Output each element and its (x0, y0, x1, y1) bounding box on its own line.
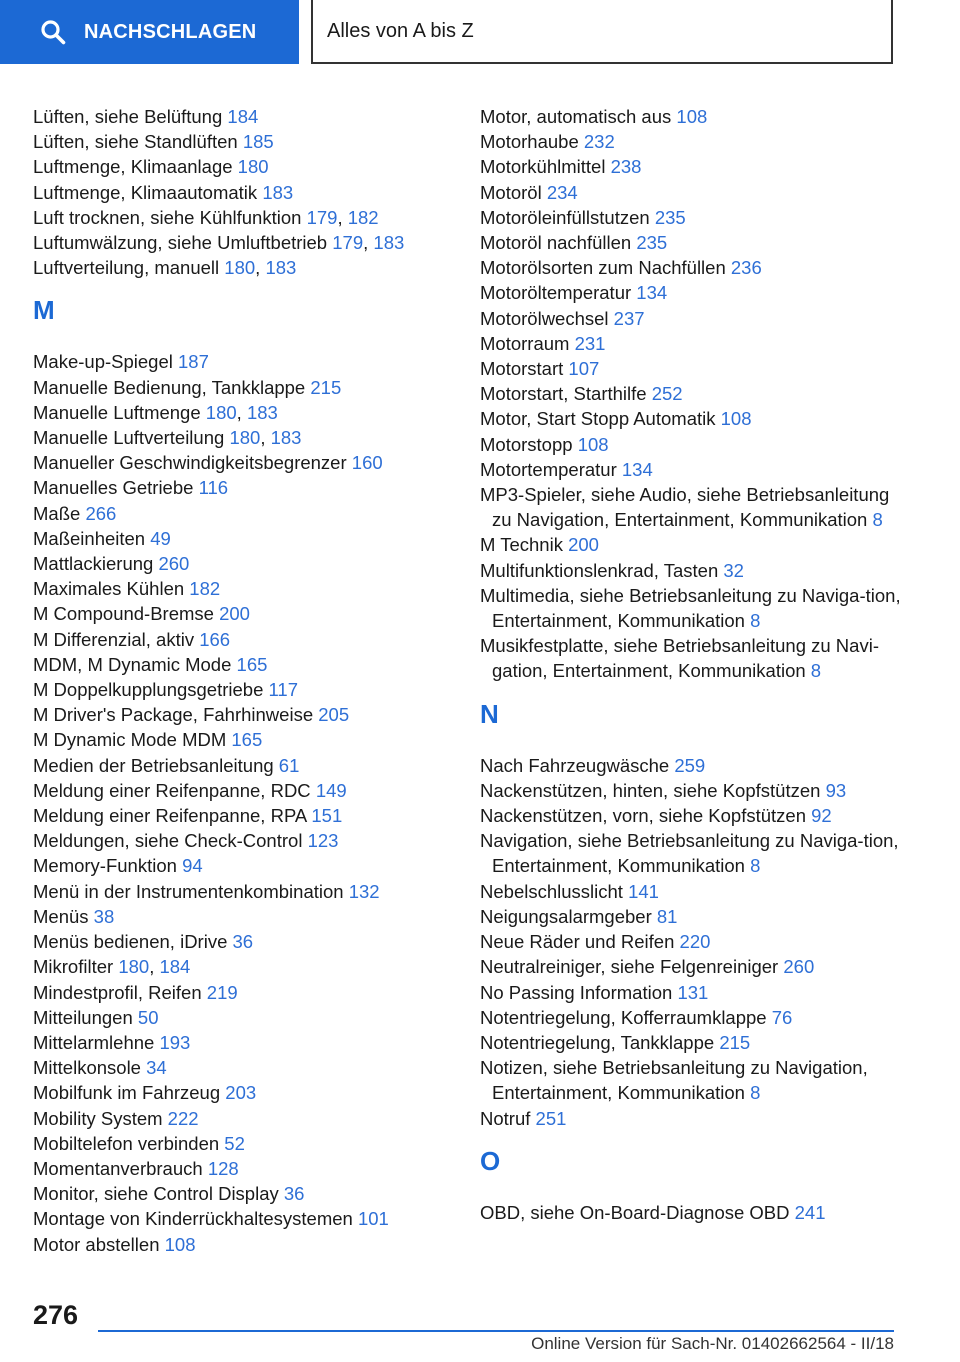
index-entry-text: Meldungen, siehe Check-Control (33, 830, 303, 852)
page-reference-link[interactable]: 232 (583, 131, 615, 153)
page-reference-link[interactable]: 251 (535, 1107, 567, 1129)
index-entry-text: Notentriegelung, Kofferraumklappe (480, 1006, 767, 1028)
index-entry-text: Lüften, siehe Belüftung (33, 106, 223, 127)
index-entry (33, 904, 453, 929)
index-entry-text: Motortemperatur (480, 458, 617, 480)
index-entry-text: Luftmenge, Klimaautomatik (33, 181, 258, 203)
index-entry-text: Manuelle Luftverteilung (33, 427, 225, 449)
index-entry-text: Luftverteilung, manuell (33, 257, 220, 279)
page-reference-link[interactable]: 36 (232, 931, 254, 953)
index-entry-text: Mobilfunk im Fahrzeug (33, 1082, 221, 1104)
index-entry (480, 980, 910, 1005)
page-reference-link[interactable]: 205 (318, 704, 350, 726)
index-entry (33, 154, 453, 179)
page-reference-link[interactable]: 50 (137, 1006, 159, 1028)
index-entry (33, 475, 453, 500)
index-entry (480, 1106, 910, 1131)
index-entry (33, 129, 453, 154)
page-reference-link[interactable]: 131 (677, 981, 709, 1003)
page-reference-link[interactable]: 8 (750, 610, 761, 632)
index-entry (33, 349, 453, 374)
page-reference-link[interactable]: 184 (159, 956, 191, 978)
page-reference-link[interactable]: 141 (628, 880, 659, 902)
page-reference-link[interactable]: 92 (811, 805, 832, 827)
index-entry-text: Multimedia, siehe Betriebsanleitung zu Naviga‐tion, Entertainment, Kommunikation (480, 584, 901, 632)
index-entry-text: Motor, Start Stopp Automatik (480, 408, 716, 430)
index-section-letter: M (33, 295, 55, 326)
index-entry (33, 551, 453, 576)
index-entry-text: Mobility System (33, 1107, 163, 1129)
page-title: Alles von A bis Z (327, 19, 474, 42)
tab-nachschlagen[interactable] (0, 0, 299, 64)
index-entry (480, 381, 910, 406)
page-reference-link[interactable]: 8 (750, 855, 761, 877)
tab-nachschlagen-label: NACHSCHLAGEN (84, 20, 257, 43)
page-reference-link[interactable]: 187 (178, 351, 209, 373)
index-entry-text: Mikrofilter (33, 956, 114, 978)
index-entry (33, 980, 453, 1005)
page-reference-link[interactable]: 123 (307, 830, 339, 852)
index-entry (33, 1206, 453, 1231)
page-reference-link[interactable]: 183 (262, 181, 294, 203)
index-entry (480, 406, 910, 431)
page-reference-link[interactable]: 149 (315, 779, 347, 801)
index-entry: Luftverteilung, manuell 180, 183 (33, 257, 297, 279)
page-reference-link[interactable]: 215 (310, 376, 342, 398)
index-entry (33, 104, 453, 129)
page-reference-link[interactable]: 165 (231, 729, 263, 751)
page-reference-link[interactable]: 220 (679, 931, 711, 953)
index-entry (480, 154, 910, 179)
index-entry-text: Motorraum (480, 332, 570, 354)
index-entry-text: Navigation, siehe Betriebsanleitung zu Naviga‐tion, Entertainment, Kommunikation (480, 830, 899, 877)
index-entry (480, 778, 910, 803)
page-reference-link[interactable]: 52 (224, 1132, 245, 1154)
index-entry: Manuelle Luftverteilung 180, 183 (33, 427, 302, 449)
index-entry (480, 129, 910, 154)
index-entry-text: Make-up-Spiegel (33, 351, 173, 373)
index-entry-text: Neutralreiniger, siehe Felgenreiniger (480, 956, 779, 978)
index-entry-text: Multifunktionslenkrad, Tasten (480, 559, 719, 581)
index-entry (480, 432, 910, 457)
index-entry (480, 255, 910, 280)
index-entry: Luftumwälzung, siehe Umluftbetrieb 179, 183 (33, 232, 405, 254)
page-reference-link[interactable]: 165 (236, 653, 268, 675)
index-entry-text: Meldung einer Reifenpanne, RDC (33, 779, 311, 801)
page-reference-link[interactable]: 180 (229, 427, 261, 449)
index-entry-text: Maßeinheiten (33, 527, 146, 549)
index-entry-text: Neue Räder und Reifen (480, 931, 675, 953)
index-entry (480, 904, 910, 929)
page-reference-link[interactable]: 193 (159, 1031, 191, 1053)
page-reference-link[interactable]: 179 (306, 206, 338, 228)
search-icon (40, 19, 66, 45)
index-entry (33, 753, 453, 778)
page-reference-link[interactable]: 259 (674, 754, 706, 776)
page-reference-link[interactable]: 215 (719, 1031, 751, 1053)
page-reference-link[interactable]: 160 (351, 452, 383, 474)
index-column-left (33, 104, 453, 1257)
index-entry (33, 501, 453, 526)
page-reference-link[interactable]: 185 (242, 131, 274, 153)
index-entry-text: Manueller Geschwindigkeitsbegrenzer (33, 452, 347, 474)
index-entry-text: Maximales Kühlen (33, 578, 185, 600)
index-entry-text: Mittelkonsole (33, 1057, 141, 1079)
index-entry (480, 104, 910, 129)
index-entry-text: Motorkühlmittel (480, 156, 606, 178)
index-entry-text: M Compound-Bremse (33, 603, 214, 625)
index-entry-text: MDM, M Dynamic Mode (33, 653, 232, 675)
page-reference-link[interactable]: 107 (568, 358, 600, 380)
tab-alles-von-a-bis-z[interactable] (311, 0, 893, 64)
page-reference-link[interactable]: 219 (206, 981, 238, 1003)
index-entry (480, 1055, 910, 1105)
index-entry (33, 1030, 453, 1055)
index-entry (480, 929, 910, 954)
index-entry (480, 356, 910, 381)
index-entry-text: Manuelle Luftmenge (33, 401, 201, 423)
index-entry-text: Manuelles Getriebe (33, 477, 194, 499)
index-entry-text: Motor, automatisch aus (480, 106, 672, 127)
index-entry-text: Motoröltemperatur (480, 282, 632, 304)
page-reference-link[interactable]: 237 (613, 307, 645, 329)
index-entry (33, 627, 453, 652)
page-reference-link[interactable]: 234 (546, 181, 578, 203)
index-entry (480, 482, 910, 532)
page-reference-link[interactable]: 128 (207, 1157, 239, 1179)
index-entry: Manuelle Luftmenge 180, 183 (33, 401, 278, 423)
index-entry (480, 558, 910, 583)
index-entry-text: Musikfestplatte, siehe Betriebsanleitung zu Navi‐gation, Entertainment, Kommunikation (480, 635, 879, 682)
index-entry (33, 526, 453, 551)
index-entry-text: Motoröl nachfüllen (480, 232, 632, 254)
page-reference-link[interactable]: 166 (199, 628, 231, 650)
index-section-letter: O (480, 1145, 501, 1176)
page-reference-link[interactable]: 241 (794, 1201, 826, 1223)
page-reference-link[interactable]: 81 (656, 905, 678, 927)
page-reference-link[interactable]: 134 (636, 282, 668, 304)
index-entry (33, 1005, 453, 1030)
page-reference-link[interactable]: 180 (224, 257, 256, 279)
index-entry (33, 1156, 453, 1181)
page-reference-link[interactable]: 76 (771, 1006, 793, 1028)
page-reference-link[interactable]: 134 (621, 458, 653, 480)
index-entry-text: M Differenzial, aktiv (33, 628, 195, 650)
index-entry (33, 677, 453, 702)
index-entry (480, 205, 910, 230)
page-reference-link[interactable]: 132 (348, 880, 380, 902)
index-entry-text: Motorölwechsel (480, 307, 609, 329)
page-reference-link[interactable]: 108 (720, 408, 752, 430)
page-reference-link[interactable]: 238 (610, 156, 642, 178)
index-entry (33, 576, 453, 601)
index-entry (33, 450, 453, 475)
index-entry-text: Monitor, siehe Control Display (33, 1183, 279, 1205)
index-entry (480, 1005, 910, 1030)
page-reference-link[interactable]: 49 (150, 527, 171, 549)
index-entry (33, 828, 453, 853)
page-reference-link[interactable]: 180 (205, 401, 237, 423)
index-entry-text: Motor abstellen (33, 1233, 160, 1255)
index-entry-text: Luftumwälzung, siehe Umluftbetrieb (33, 232, 328, 254)
page-number: 276 (33, 1300, 79, 1330)
index-entry (33, 1106, 453, 1131)
page-reference-link[interactable]: 183 (373, 232, 405, 254)
index-entry-text: Luft trocknen, siehe Kühlfunktion (33, 206, 302, 228)
index-entry-text: Motorstopp (480, 433, 573, 455)
index-entry-text: Meldung einer Reifenpanne, RPA (33, 805, 307, 827)
page-reference-link[interactable]: 266 (85, 502, 117, 524)
index-entry (33, 853, 453, 878)
index-entry (480, 828, 910, 878)
footer-divider (98, 1330, 894, 1332)
index-entry-text: M Driver's Package, Fahrhinweise (33, 704, 314, 726)
index-entry (33, 727, 453, 752)
page-reference-link[interactable]: 200 (219, 603, 250, 625)
page-reference-link[interactable]: 180 (237, 156, 269, 178)
page-reference-link[interactable]: 32 (723, 559, 744, 581)
page-reference-link[interactable]: 182 (347, 206, 379, 228)
index-entry (480, 280, 910, 305)
index-entry (33, 180, 453, 205)
index-entry (480, 1200, 910, 1225)
page-reference-link[interactable]: 38 (93, 905, 115, 927)
index-entry (33, 601, 453, 626)
index-entry-text: Nach Fahrzeugwäsche (480, 754, 670, 776)
page-reference-link[interactable]: 183 (270, 427, 302, 449)
index-entry-text: Mobiltelefon verbinden (33, 1132, 220, 1154)
index-entry (480, 879, 910, 904)
index-entry-text: Motoröl (480, 181, 542, 203)
index-entry (33, 879, 453, 904)
index-entry (33, 929, 453, 954)
index-entry: Mikrofilter 180, 184 (33, 956, 191, 978)
index-entry-text: Mindestprofil, Reifen (33, 981, 202, 1003)
page-reference-link[interactable]: 236 (730, 257, 762, 279)
index-entry-text: M Doppelkupplungsgetriebe (33, 679, 264, 701)
page-reference-link[interactable]: 34 (146, 1057, 167, 1079)
index-entry-text: Notizen, siehe Betriebsanleitung zu Navigation, Entertainment, Kommunikation (480, 1057, 868, 1104)
page-header (0, 0, 960, 66)
index-entry (480, 583, 910, 633)
page-reference-link[interactable]: 117 (268, 679, 299, 701)
page-reference-link[interactable]: 8 (810, 660, 822, 682)
index-entry-text: Menüs bedienen, iDrive (33, 931, 228, 953)
page-reference-link[interactable]: 203 (225, 1082, 257, 1104)
index-entry: Luft trocknen, siehe Kühlfunktion 179, 182 (33, 206, 379, 228)
index-entry-text: No Passing Information (480, 981, 673, 1003)
index-entry (480, 633, 910, 683)
page-reference-link[interactable]: 8 (872, 509, 883, 531)
page-reference-link[interactable]: 184 (227, 106, 259, 127)
index-entry-text: Menüs (33, 905, 89, 927)
index-entry-text: Motorölsorten zum Nachfüllen (480, 257, 726, 279)
index-entry (480, 457, 910, 482)
page-reference-link[interactable]: 252 (651, 383, 683, 405)
page-reference-link[interactable]: 8 (750, 1082, 761, 1104)
index-entry-text: Nebelschlusslicht (480, 880, 623, 902)
index-entry-text: Maße (33, 502, 81, 524)
index-entry-text: Nackenstützen, hinten, siehe Kopfstützen (480, 779, 821, 801)
index-section-letter: N (480, 698, 499, 729)
index-entry (480, 306, 910, 331)
page-reference-link[interactable]: 183 (265, 257, 297, 279)
page-reference-link[interactable]: 180 (118, 956, 150, 978)
index-entry (480, 180, 910, 205)
index-entry-text: Nackenstützen, vorn, siehe Kopfstützen (480, 805, 806, 827)
page-reference-link[interactable]: 222 (167, 1107, 199, 1129)
index-entry-text: MP3-Spieler, siehe Audio, siehe Betriebsanleitung zu Navigation, Entertainment, Kommunikation (480, 484, 890, 531)
index-entry (33, 702, 453, 727)
page-reference-link[interactable]: 108 (577, 433, 609, 455)
index-entry (33, 1181, 453, 1206)
index-column-right (480, 104, 910, 1225)
index-entry (480, 753, 910, 778)
index-entry-text: Menü in der Instrumentenkombination (33, 880, 344, 902)
page-reference-link[interactable]: 108 (164, 1233, 196, 1255)
index-entry-text: OBD, siehe On-Board-Diagnose OBD (480, 1201, 790, 1223)
page-reference-link[interactable]: 183 (246, 401, 278, 423)
page-reference-link[interactable]: 179 (332, 232, 364, 254)
index-entry-text: Momentanverbrauch (33, 1157, 203, 1179)
page-reference-link[interactable]: 36 (283, 1183, 305, 1205)
index-entry-text: M Technik (480, 534, 563, 556)
index-entry-text: Notentriegelung, Tankklappe (480, 1031, 715, 1053)
index-entry-text: Notruf (480, 1107, 531, 1129)
index-entry (480, 803, 910, 828)
index-entry (480, 331, 910, 356)
index-entry (33, 1055, 453, 1080)
page-reference-link[interactable]: 182 (189, 578, 221, 600)
index-entry (480, 532, 910, 557)
index-entry-text: Montage von Kinderrückhaltesystemen (33, 1208, 353, 1230)
index-entry-text: Lüften, siehe Standlüften (33, 131, 238, 153)
index-entry (480, 954, 910, 979)
page-reference-link[interactable]: 61 (278, 754, 300, 776)
index-entry-text: Memory-Funktion (33, 855, 177, 877)
page-reference-link[interactable]: 260 (158, 553, 190, 575)
page-reference-link[interactable]: 231 (574, 332, 606, 354)
index-entry (33, 1131, 453, 1156)
index-entry (33, 652, 453, 677)
index-entry-text: Motoröleinfüllstutzen (480, 206, 650, 228)
index-entry-text: Neigungsalarmgeber (480, 905, 652, 927)
index-entry-text: M Dynamic Mode MDM (33, 729, 227, 751)
page-reference-link[interactable]: 94 (182, 855, 203, 877)
page-reference-link[interactable]: 260 (783, 956, 815, 978)
page-reference-link[interactable]: 93 (825, 779, 847, 801)
index-entry-text: Medien der Betriebsanleitung (33, 754, 274, 776)
index-entry (480, 230, 910, 255)
index-entry (33, 375, 453, 400)
index-entry-text: Mittelarmlehne (33, 1031, 155, 1053)
index-entry-text: Motorhaube (480, 131, 579, 153)
index-entry-text: Motorstart (480, 358, 564, 380)
index-entry-text: Manuelle Bedienung, Tankklappe (33, 376, 306, 398)
footer-version: Online Version für Sach-Nr. 01402662564 - II/18 (531, 1334, 894, 1353)
page-reference-link[interactable]: 235 (654, 206, 686, 228)
index-entry-text: Mattlackierung (33, 553, 154, 575)
index-entry (33, 1232, 453, 1257)
page-reference-link[interactable]: 101 (357, 1208, 389, 1230)
page-reference-link[interactable]: 151 (311, 805, 343, 827)
page-reference-link[interactable]: 200 (568, 534, 599, 556)
index-entry-text: Motorstart, Starthilfe (480, 383, 647, 405)
index-entry-text: Mitteilungen (33, 1006, 133, 1028)
index-entry (33, 803, 453, 828)
index-entry-text: Luftmenge, Klimaanlage (33, 156, 233, 178)
index-entry (33, 778, 453, 803)
page-reference-link[interactable]: 108 (676, 106, 708, 127)
page-reference-link[interactable]: 116 (198, 477, 229, 499)
index-entry (33, 1080, 453, 1105)
page-reference-link[interactable]: 235 (636, 232, 668, 254)
index-entry (480, 1030, 910, 1055)
